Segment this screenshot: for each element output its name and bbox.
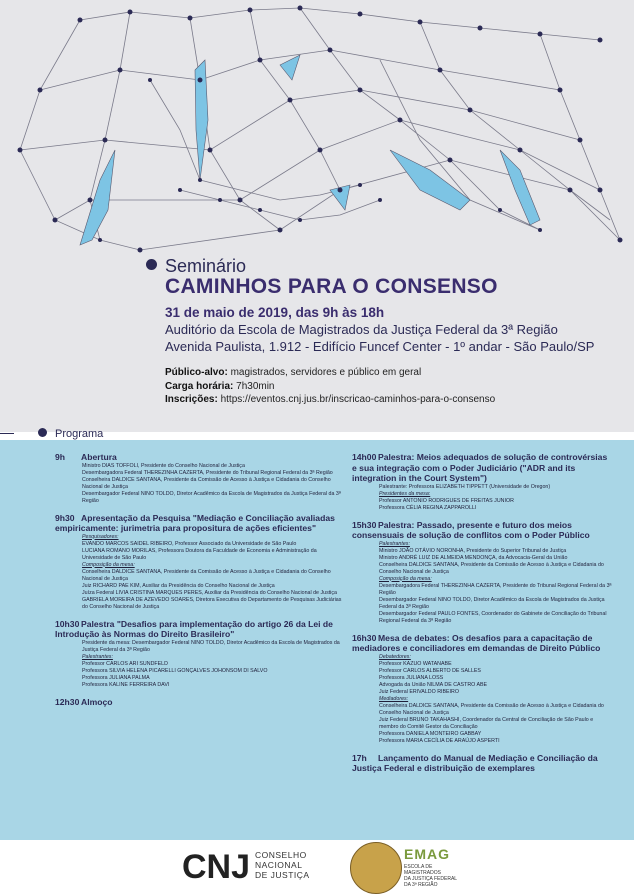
program-item-title: Apresentação da Pesquisa "Mediação e Conciliação avaliadas empiricamente: jurimetria para propositura de ações eficientes" — [55, 512, 335, 533]
program-label: Programa — [55, 428, 104, 440]
program-left-column — [55, 452, 345, 715]
program-item-time: 14h00 — [352, 452, 377, 462]
participant-line: Ministro JOÃO OTÁVIO NORONHA, Presidente do Superior Tribunal de Justiça — [379, 547, 567, 554]
emag-name: EMAG — [404, 846, 450, 862]
participant-line: Juiz RICHARD PAE KIM, Auxiliar da Presidência do Conselho Nacional de Justiça — [82, 582, 275, 589]
participant-line: Professora KALINE FERREIRA DAVI — [82, 681, 170, 688]
program-right-column — [352, 452, 612, 782]
program-item-time: 9h30 — [55, 512, 75, 523]
program-item-time: 16h30 — [352, 632, 377, 643]
emag-subtitle-line: DA 3ª REGIÃO — [404, 882, 438, 888]
program-item-heading — [55, 513, 345, 534]
participant-line: Desembargador Federal NINO TOLDO, Diretor Acadêmico da Escola de Magistrados da Justiça Federal da 3ª Região — [82, 490, 341, 504]
event-info — [165, 305, 625, 354]
participant-line: Composição da mesa: — [379, 575, 432, 582]
program-item-participants — [352, 484, 612, 512]
signup-label: Inscrições: — [165, 394, 218, 405]
participant-line: Professor CARLOS ARI SUNDFELD — [82, 660, 168, 667]
program-item-heading — [352, 633, 612, 654]
participant-line: Professora JULIANA PALMA — [82, 674, 150, 681]
program-item-title: Lançamento do Manual de Mediação e Conciliação da Justiça Federal e distribuição de exemplares — [352, 752, 598, 773]
cnj-logo-mark: CNJ — [182, 848, 250, 884]
participant-line: Professor ANTONIO RODRIGUES DE FREITAS JUNIOR — [379, 497, 514, 504]
participant-line: Desembargadora Federal THEREZINHA CAZERTA, Presidente do Tribunal Regional Federal da 3ª Região — [379, 582, 612, 596]
emag-subtitle-line: DA JUSTIÇA FEDERAL — [404, 876, 458, 882]
program-item-participants — [352, 654, 612, 745]
program-item-time: 15h30 — [352, 519, 377, 530]
program-item-time: 17h — [352, 752, 367, 763]
program-item-heading — [55, 619, 345, 640]
program-item-heading — [352, 452, 612, 484]
event-address: Avenida Paulista, 1.912 - Edifício Funcef Center - 1º andar - São Paulo/SP — [165, 339, 595, 354]
program-item-heading — [55, 697, 345, 708]
event-header — [165, 256, 498, 299]
program-item-title: Almoço — [81, 696, 113, 707]
participant-line: Pesquisadores: — [82, 533, 119, 540]
program-item — [55, 697, 345, 708]
program-item-time: 12h30 — [55, 696, 80, 707]
emag-seal — [350, 842, 402, 894]
program-item-title: Abertura — [81, 452, 117, 462]
program-item — [352, 633, 612, 745]
participant-line: Desembargador Federal NINO TOLDO, Diretor Acadêmico da Escola de Magistrados da Justiça Federal da 3ª Região — [379, 596, 605, 610]
participant-line: Professora CÉLIA REGINA ZAPPAROLLI — [379, 504, 477, 511]
participant-line: Conselheira DALDICE SANTANA, Presidente da Comissão de Acesso à Justiça e Cidadania do Conselho Nacional de Justiça — [82, 476, 331, 490]
cnj-logo — [180, 846, 250, 884]
cnj-name-line: CONSELHO — [255, 850, 307, 860]
program-item-time: 9h — [55, 452, 66, 462]
program-divider — [0, 433, 14, 434]
participant-line: Palestrante: Professora ELIZABETH TIPPETT (Universidade de Oregon) — [379, 483, 551, 490]
footer — [0, 840, 634, 894]
cnj-name-line: DE JUSTIÇA — [255, 870, 310, 880]
hours-value: 7h30min — [233, 380, 275, 392]
event-subtitle: Seminário — [165, 256, 247, 276]
program-item-title: Palestra: Meios adequados de solução de controvérsias e sua integração com o Poder Judiciário ("ADR and its integration in the Court System") — [352, 452, 608, 483]
program-bullet-dot — [38, 428, 47, 437]
participant-line: Ministro ANDRÉ LUIZ DE ALMEIDA MENDONÇA, da Advocacia-Geral da União — [379, 554, 568, 561]
participant-line: Palestrantes: — [379, 540, 410, 547]
participant-line: Conselheira DALDICE SANTANA, Presidente da Comissão de Acesso à Justiça e Cidadania do Conselho Nacional de Justiça — [82, 568, 331, 582]
program-item-participants — [352, 541, 612, 625]
event-venue: Auditório da Escola de Magistrados da Justiça Federal da 3ª Região — [165, 322, 558, 337]
event-date: 31 de maio de 2019, das 9h às 18h — [165, 305, 385, 320]
hours-row — [165, 380, 625, 394]
audience-row — [165, 366, 625, 380]
program-item — [55, 452, 345, 505]
cnj-name-line: NACIONAL — [255, 860, 303, 870]
title-bullet-dot — [146, 259, 157, 270]
participant-line: Professor KAZUO WATANABE — [379, 660, 452, 667]
program-item — [55, 513, 345, 611]
program-item-participants — [55, 463, 345, 505]
participant-line: Presidentes da mesa: — [379, 490, 431, 497]
participant-line: Palestrantes: — [82, 653, 113, 660]
program-item-heading — [55, 452, 345, 463]
program-item — [55, 619, 345, 689]
participant-line: Advogada da União NILMA DE CASTRO ABE — [379, 681, 488, 688]
participant-line: Presidente da mesa: Desembargador Federal NINO TOLDO, Diretor Acadêmico da Escola de Magistrados da Justiça Federal da 3ª Região — [82, 639, 340, 653]
hours-label: Carga horária: — [165, 380, 234, 392]
emag-subtitle — [404, 864, 464, 888]
program-item-time: 10h30 — [55, 618, 80, 629]
audience-label: Público-alvo: — [165, 367, 228, 378]
program-item-participants — [55, 534, 345, 611]
program-item — [352, 520, 612, 625]
program-item-title: Palestra "Desafios para implementação do artigo 26 da Lei de Introdução às Normas do Direito Brasileiro" — [55, 618, 333, 639]
event-meta — [165, 366, 625, 407]
participant-line: Professora SILVIA HELENA PICARELLI GONÇALVES JOHONSOM DI SALVO — [82, 667, 268, 674]
participant-line: Juiz Federal BRUNO TAKAHASHI, Coordenador da Central de Conciliação de São Paulo e membro do Comitê Gestor da Conciliação — [379, 716, 594, 730]
signup-row — [165, 393, 625, 407]
signup-link[interactable]: https://eventos.cnj.jus.br/inscricao-caminhos-para-o-consenso — [217, 394, 496, 405]
participant-line: Desembargador Federal PAULO FONTES, Coordenador do Gabinete de Conciliação do Tribunal Regional Federal da 3ª Região — [379, 610, 607, 624]
program-item — [352, 753, 612, 774]
participant-line: Ministro DIAS TOFFOLI, Presidente do Conselho Nacional de Justiça — [82, 462, 245, 469]
program-item-title: Palestra: Passado, presente e futuro dos meios consensuais de solução de conflitos com o Poder Público — [352, 519, 590, 540]
participant-line: Desembargadora Federal THEREZINHA CAZERTA, Presidente do Tribunal Regional Federal da 3ª Região — [82, 469, 333, 476]
program-item-title: Mesa de debates: Os desafios para a capacitação de mediadores e conciliadores em demandas de Direito Público — [352, 632, 601, 653]
emag-subtitle-line: ESCOLA DE MAGISTRADOS — [404, 864, 441, 876]
participant-line: Juiz Federal ERIVALDO RIBEIRO — [379, 688, 459, 695]
program-item-heading — [352, 520, 612, 541]
participant-line: Conselheira DALDICE SANTANA, Presidente da Comissão de Acesso à Justiça e Cidadania do Conselho Nacional de Justiça — [379, 702, 604, 716]
audience-value: magistrados, servidores e público em geral — [227, 367, 422, 378]
cnj-name — [255, 850, 310, 880]
program-item-participants — [55, 640, 345, 689]
participant-line: GABRIELA MOREIRA DE AZEVEDO SOARES, Diretora Executiva do Departamento de Pesquisas Judiciárias do Conselho Nacional de Justiça — [82, 596, 342, 610]
participant-line: EVANDO MARCOS SAIDEL RIBEIRO, Professor Associado da Universidade de São Paulo — [82, 540, 297, 547]
program-item-heading — [352, 753, 612, 774]
participant-line: Professora MARIA CECÍLIA DE ARAÚJO ASPERTI — [379, 737, 500, 744]
participant-line: LUCIANA ROMANO MORILAS, Professora Doutora da Faculdade de Economia e Administração da Universidade de São Paulo — [82, 547, 317, 561]
participant-line: Professora DANIELA MONTEIRO GABBAY — [379, 730, 482, 737]
participant-line: Juíza Federal LIVIA CRISTINA MARQUES PERES, Auxiliar da Presidência do Conselho Nacional de Justiça — [82, 589, 337, 596]
participant-line: Professor CARLOS ALBERTO DE SALLES — [379, 667, 481, 674]
participant-line: Mediadores: — [379, 695, 409, 702]
network-illustration — [0, 0, 634, 300]
participant-line: Professora JULIANA LOSS — [379, 674, 444, 681]
participant-line: Debatedores: — [379, 653, 411, 660]
participant-line: Conselheira DALDICE SANTANA, Presidente da Comissão de Acesso à Justiça e Cidadania do Conselho Nacional de Justiça — [379, 561, 604, 575]
participant-line: Composição da mesa: — [82, 561, 135, 568]
program-item — [352, 452, 612, 512]
event-title: CAMINHOS PARA O CONSENSO — [165, 275, 498, 298]
